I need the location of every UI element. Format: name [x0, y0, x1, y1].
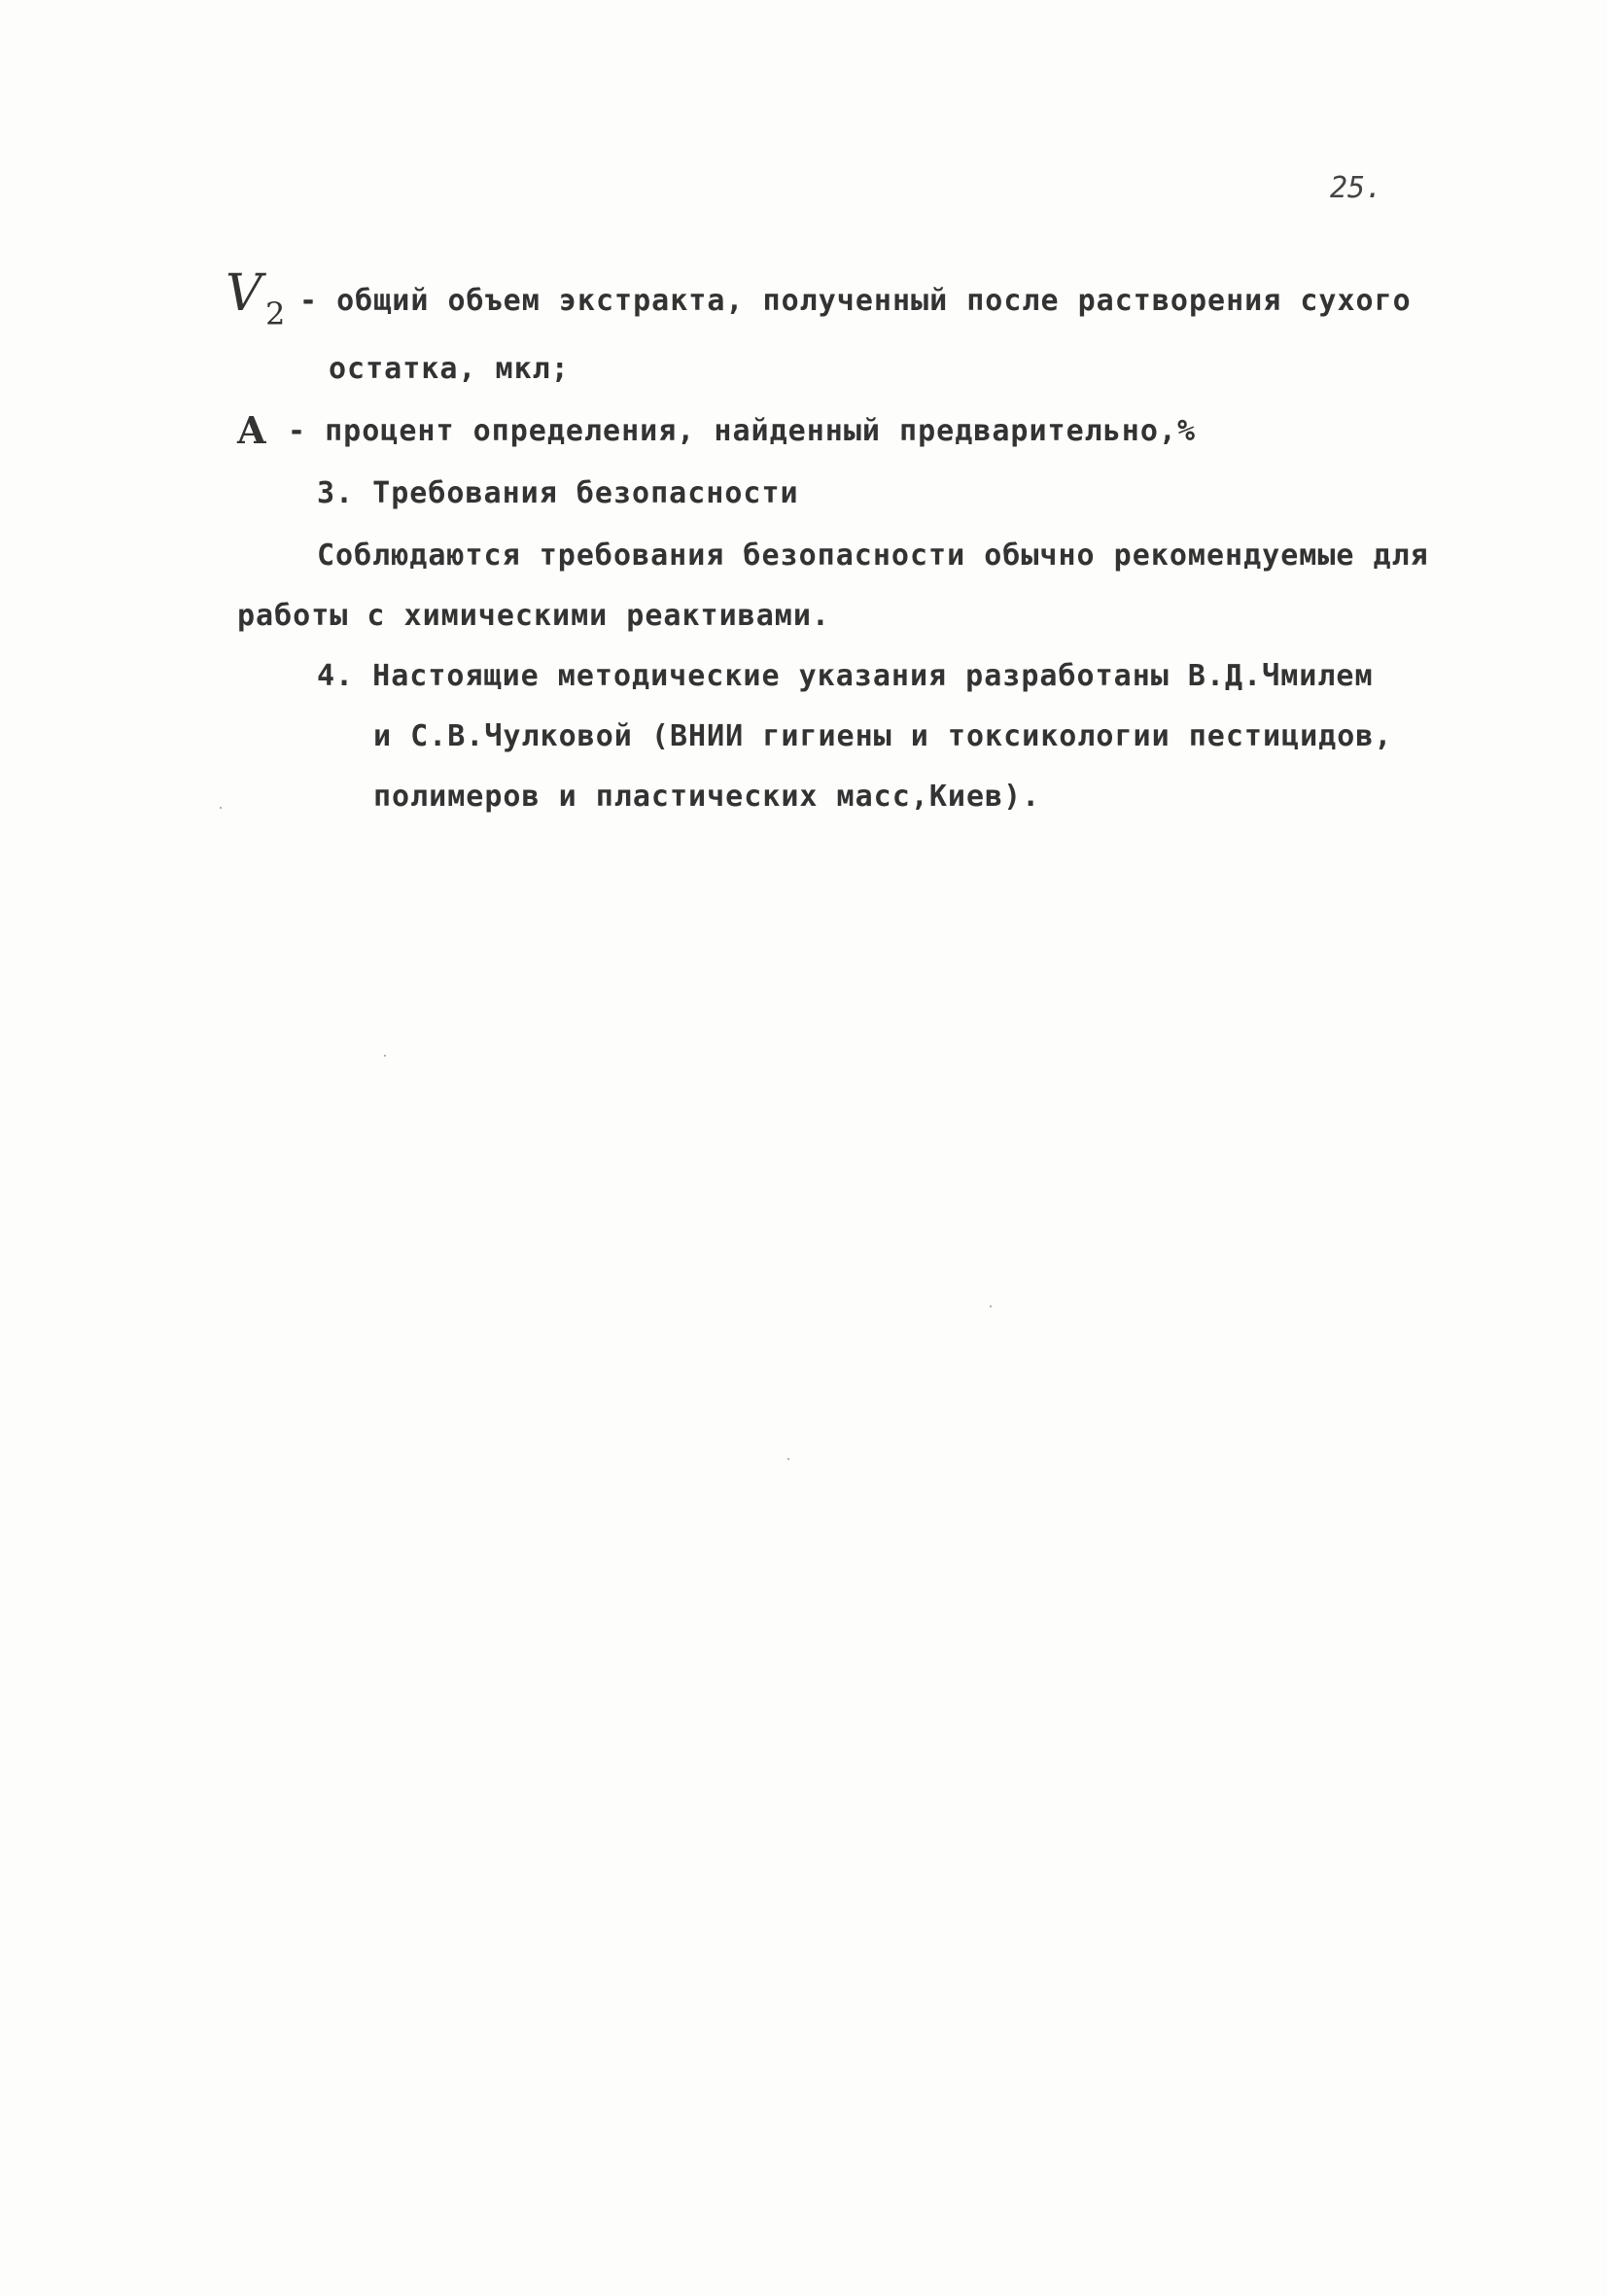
scan-speck [787, 1458, 789, 1460]
v2-definition-line-1: - общий объем экстракта, полученный после растворения сухого [299, 284, 1412, 318]
scan-speck [990, 1305, 992, 1307]
section-4-line-1: 4. Настоящие методические указания разработаны В.Д.Чмилем [317, 659, 1374, 693]
scan-speck [384, 1055, 386, 1057]
scan-speck [220, 807, 222, 809]
section-3-title: 3. Требования безопасности [317, 476, 799, 510]
v2-subscript: 2 [265, 296, 286, 332]
section-3-paragraph-line-1: Соблюдаются требования безопасности обычно рекомендуемые для [317, 539, 1429, 573]
a-definition-line: - процент определения, найденный предварительно,% [288, 414, 1197, 448]
v2-definition-line-2: остатка, мкл; [329, 352, 570, 386]
section-3-paragraph-line-2: работы с химическими реактивами. [237, 599, 830, 633]
a-symbol: A [237, 408, 266, 452]
page-number: 25. [1330, 171, 1383, 205]
section-4-line-3: полимеров и пластических масс,Киев). [373, 780, 1041, 814]
section-4-line-2: и С.В.Чулковой (ВНИИ гигиены и токсикологии пестицидов, [373, 719, 1393, 753]
v2-symbol: V [226, 264, 262, 323]
